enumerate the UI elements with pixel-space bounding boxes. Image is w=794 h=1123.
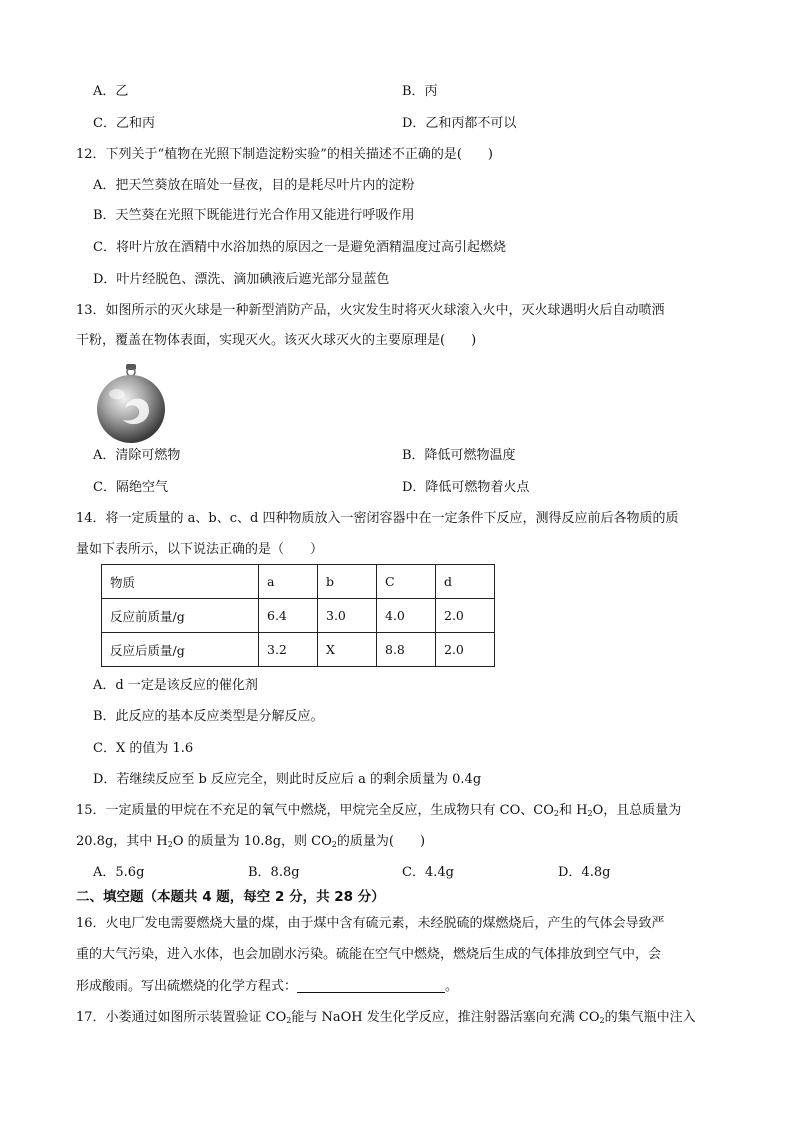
q13-stem-line1: 13．如图所示的灭火球是一种新型消防产品，火灾发生时将灭火球滚入火中，灭火球遇明火后自动喷洒: [76, 303, 665, 318]
q15-option-d: D．4.8g: [558, 865, 611, 880]
table-cell: a: [259, 565, 318, 599]
q11-option-d: D．乙和丙都不可以: [402, 116, 517, 131]
table-cell: 3.2: [259, 633, 318, 667]
fire-extinguisher-ball-image: [95, 364, 167, 446]
q12-stem: 12．下列关于“植物在光照下制造淀粉实验”的相关描述不正确的是( ): [76, 147, 493, 162]
table-cell: 8.8: [377, 633, 436, 667]
q15-stem-line1: 15．一定质量的甲烷在不充足的氧气中燃烧，甲烷完全反应，生成物只有 CO、$CO_2$和 $H_2O$，且总质量为: [76, 803, 682, 818]
table-cell: 6.4: [259, 599, 318, 633]
q14-stem-line2: 量如下表所示，以下说法正确的是（ ）: [76, 542, 324, 557]
table-cell: 2.0: [436, 599, 495, 633]
table-row: [102, 599, 495, 633]
q12-option-b: B．天竺葵在光照下既能进行光合作用又能进行呼吸作用: [93, 208, 415, 223]
q16-line1: 16．火电厂发电需要燃烧大量的煤，由于煤中含有硫元素，未经脱硫的煤燃烧后，产生的气体会导致严: [76, 916, 665, 931]
q15-stem-line2: 20.8g，其中 $H_2O$ 的质量为 10.8g，则 $CO_2$的质量为( ): [76, 834, 426, 849]
table-row: [102, 633, 495, 667]
table-cell: C: [377, 565, 436, 599]
q14-option-c: C．X 的值为 1.6: [93, 741, 194, 756]
table-header-row: [102, 565, 495, 599]
q12-option-d: D．叶片经脱色、漂洗、滴加碘液后遮光部分显蓝色: [93, 272, 390, 287]
q11-option-a: A．乙: [93, 84, 129, 99]
answer-blank[interactable]: [297, 978, 445, 993]
table-cell: 3.0: [318, 599, 377, 633]
q14-option-d: D．若继续反应至 b 反应完全，则此时反应后 a 的剩余质量为 0.4g: [93, 772, 482, 787]
section-title-fill-in: 二、填空题（本题共 4 题，每空 2 分，共 28 分）: [76, 889, 385, 905]
q14-option-a: A．d 一定是该反应的催化剂: [93, 678, 258, 693]
q13-option-a: A．清除可燃物: [93, 448, 181, 463]
q11-option-b: B．丙: [402, 84, 438, 99]
q17-line1: 17．小娄通过如图所示装置验证 $CO_2$能与 NaOH 发生化学反应，推注射器活塞向充满 $CO_2$的集气瓶中注入: [76, 1010, 696, 1025]
q16-line3: 形成酸雨。写出硫燃烧的化学方程式： 。: [76, 979, 459, 994]
table-cell: 2.0: [436, 633, 495, 667]
q14-option-b: B．此反应的基本反应类型是分解反应。: [93, 709, 324, 724]
q11-option-c: C．乙和丙: [93, 116, 155, 131]
q13-option-b: B．降低可燃物温度: [402, 448, 516, 463]
q12-option-a: A．把天竺葵放在暗处一昼夜，目的是耗尽叶片内的淀粉: [93, 178, 415, 193]
q15-option-a: A．5.6g: [93, 865, 145, 880]
table-cell: X: [318, 633, 377, 667]
table-cell: 反应后质量/g: [102, 633, 259, 667]
table-cell: d: [436, 565, 495, 599]
q14-mass-table: [101, 564, 495, 667]
q16-line2: 重的大气污染，进入水体，也会加剧水污染。硫能在空气中燃烧，燃烧后生成的气体排放到空气中，会: [76, 947, 662, 962]
q13-option-c: C．隔绝空气: [93, 480, 168, 495]
q12-option-c: C．将叶片放在酒精中水浴加热的原因之一是避免酒精温度过高引起燃烧: [93, 240, 506, 255]
table-cell: b: [318, 565, 377, 599]
table-cell: 反应前质量/g: [102, 599, 259, 633]
q13-option-d: D．降低可燃物着火点: [402, 480, 530, 495]
table-cell: 物质: [102, 565, 259, 599]
q13-stem-line2: 干粉，覆盖在物体表面，实现灭火。该灭火球灭火的主要原理是( ): [76, 333, 477, 348]
q15-option-c: C．4.4g: [402, 865, 454, 880]
table-cell: 4.0: [377, 599, 436, 633]
q14-stem-line1: 14．将一定质量的 a、b、c、d 四种物质放入一密闭容器中在一定条件下反应，测得反应前后各物质的质: [76, 511, 679, 526]
q15-option-b: B．8.8g: [248, 865, 300, 880]
